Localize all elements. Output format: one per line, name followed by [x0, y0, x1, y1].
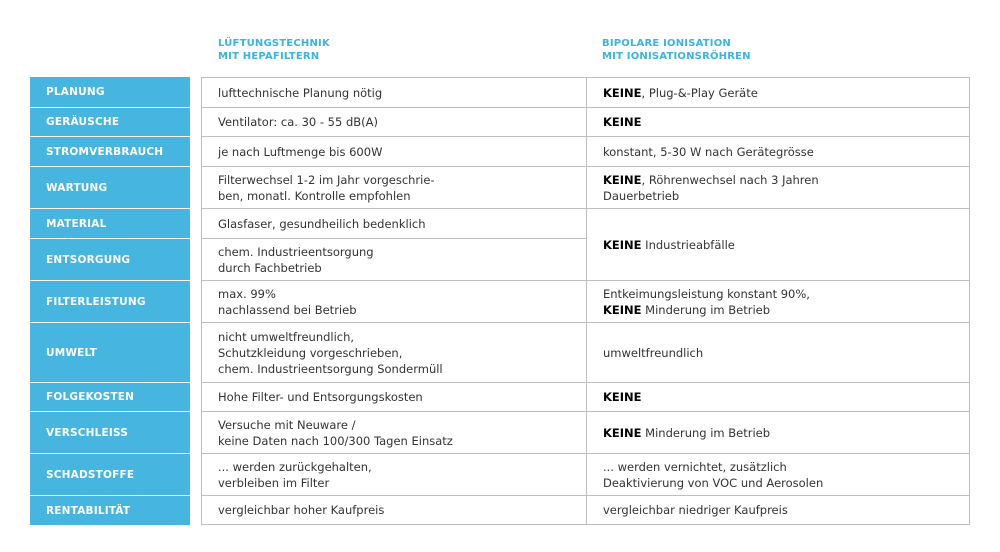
cell-line: chem. Industrieentsorgung Sondermüll: [218, 361, 443, 376]
ventilation-cell: [201, 411, 586, 453]
keyword-none: KEINE: [603, 115, 642, 129]
cell-line: [603, 188, 969, 204]
table-row: [30, 77, 970, 107]
ventilation-cell: [201, 382, 586, 411]
row-label: PLANUNG: [30, 77, 190, 107]
ventilation-cell: [201, 208, 586, 238]
ionisation-cell: [586, 136, 970, 166]
cell-line: [603, 475, 969, 491]
cell-line: [603, 425, 969, 441]
cell-line: max. 99%: [218, 286, 276, 301]
cell-line: verbleiben im Filter: [218, 475, 330, 490]
cell-line: je nach Luftmenge bis 600W: [218, 144, 383, 159]
row-label: VERSCHLEISS: [30, 411, 190, 453]
ionisation-cell: [586, 411, 970, 453]
ventilation-cell: [201, 453, 586, 495]
cell-line: vergleichbar hoher Kaufpreis: [218, 503, 385, 517]
cell-line: Glasfaser, gesundheilich bedenklich: [218, 216, 426, 231]
keyword-none: KEINE: [603, 172, 642, 187]
ionisation-cell: [586, 322, 970, 382]
cell-text: , Röhrenwechsel nach 3 Jahren: [641, 172, 819, 187]
cell-text: , Plug-&-Play Geräte: [641, 85, 758, 100]
cell-line: ... werden zurückgehalten,: [218, 459, 372, 474]
keyword-none: KEINE: [603, 302, 642, 317]
ventilation-cell: [201, 280, 586, 322]
keyword-none: KEINE: [603, 237, 642, 252]
cell-line: Schutzkleidung vorgeschrieben,: [218, 345, 403, 360]
row-label: WARTUNG: [30, 166, 190, 208]
cell-line: [603, 172, 969, 188]
ionisation-cell: [586, 166, 970, 208]
ionisation-cell: [586, 280, 970, 322]
table-row: [30, 495, 970, 525]
ionisation-cell: [586, 77, 970, 107]
cell-text: ... werden vernichtet, zusätzlich: [603, 459, 787, 474]
row-label: UMWELT: [30, 322, 190, 382]
ionisation-cell: [586, 382, 970, 411]
ionisation-cell: [586, 495, 970, 525]
cell-line: [603, 459, 969, 475]
cell-text: Industrieabfälle: [641, 237, 735, 252]
ventilation-cell: [201, 322, 586, 382]
header-line: MIT IONISATIONSRÖHREN: [602, 51, 751, 62]
ventilation-cell: [201, 77, 586, 107]
cell-text: umweltfreundlich: [603, 345, 704, 360]
cell-text: Entkeimungsleistung konstant 90%,: [603, 286, 810, 301]
table-row: [30, 322, 970, 382]
ionisation-cell: [586, 107, 970, 136]
keyword-none: KEINE: [603, 390, 642, 404]
header-line: MIT HEPAFILTERN: [218, 51, 320, 62]
table-row: [30, 136, 970, 166]
table-row: [30, 107, 970, 136]
row-label: FILTERLEISTUNG: [30, 280, 190, 322]
cell-line: [603, 114, 969, 130]
header-line: BIPOLARE IONISATION: [602, 38, 731, 49]
cell-text: Minderung im Betrieb: [641, 302, 771, 317]
row-label: ENTSORGUNG: [30, 238, 190, 280]
row-label: SCHADSTOFFE: [30, 453, 190, 495]
table-row: [30, 411, 970, 453]
cell-line: [603, 302, 969, 318]
ionisation-cell: [586, 453, 970, 495]
ventilation-cell: [201, 495, 586, 525]
row-label: RENTABILITÄT: [30, 495, 190, 525]
row-label: STROMVERBRAUCH: [30, 136, 190, 166]
cell-line: durch Fachbetrieb: [218, 260, 322, 275]
ventilation-cell: [201, 238, 586, 280]
table-row: [30, 166, 970, 208]
ventilation-cell: [201, 166, 586, 208]
cell-line: [603, 286, 969, 302]
table-row: [30, 453, 970, 495]
row-label: FOLGEKOSTEN: [30, 382, 190, 411]
cell-line: lufttechnische Planung nötig: [218, 85, 383, 100]
table-row: [30, 382, 970, 411]
cell-text: konstant, 5-30 W nach Gerätegrösse: [603, 144, 814, 159]
cell-line: ben, monatl. Kontrolle empfohlen: [218, 188, 411, 203]
cell-line: [603, 144, 969, 160]
cell-line: [603, 389, 969, 405]
cell-line: Versuche mit Neuware /: [218, 417, 356, 432]
cell-line: chem. Industrieentsorgung: [218, 244, 374, 259]
cell-text: Minderung im Betrieb: [641, 425, 771, 440]
keyword-none: KEINE: [603, 425, 642, 440]
ionisation-merged-cell: [586, 208, 970, 280]
cell-line: nachlassend bei Betrieb: [218, 302, 357, 317]
keyword-none: KEINE: [603, 85, 642, 100]
comparison-table: [30, 77, 970, 525]
column-header-ventilation: [218, 37, 330, 63]
header-line: LÜFTUNGSTECHNIK: [218, 38, 330, 49]
cell-line: Hohe Filter- und Entsorgungskosten: [218, 390, 423, 404]
cell-line: Filterwechsel 1-2 im Jahr vorgeschrie-: [218, 172, 435, 187]
cell-text: vergleichbar niedriger Kaufpreis: [603, 503, 788, 517]
row-label: GERÄUSCHE: [30, 107, 190, 136]
table-row: [30, 280, 970, 322]
cell-line: [603, 502, 969, 518]
cell-line: Ventilator: ca. 30 - 55 dB(A): [218, 115, 378, 129]
ventilation-cell: [201, 107, 586, 136]
cell-line: [603, 345, 969, 361]
ventilation-cell: [201, 136, 586, 166]
cell-text: Deaktivierung von VOC und Aerosolen: [603, 475, 824, 490]
cell-line: keine Daten nach 100/300 Tagen Einsatz: [218, 433, 453, 448]
row-label: MATERIAL: [30, 208, 190, 238]
column-header-ionisation: [602, 37, 751, 63]
cell-line: [603, 85, 969, 101]
cell-line: nicht umweltfreundlich,: [218, 329, 355, 344]
cell-text: Dauerbetrieb: [603, 188, 680, 203]
